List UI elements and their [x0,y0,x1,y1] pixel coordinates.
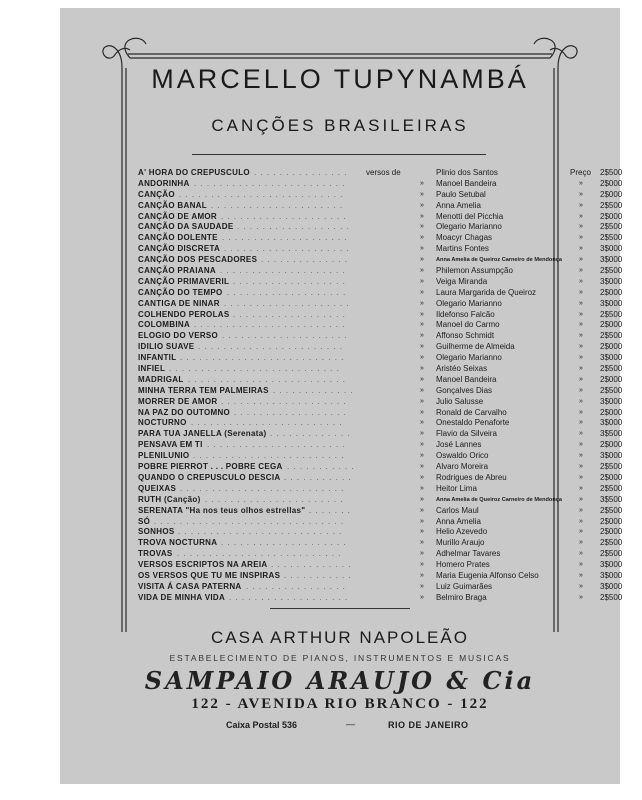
ditto-mark: » [579,190,583,198]
ditto-mark: » [420,234,424,242]
song-author: Moacyr Chagas [436,233,493,243]
song-author: Maria Eugenia Alfonso Celso [436,570,539,580]
ditto-mark: » [579,212,583,220]
leader-dots: . . . . . . . . . . . . . . . . . . . . . . . . [193,451,345,461]
ditto-mark: » [420,310,424,318]
song-author: Veiga Miranda [436,276,488,286]
leader-dots: . . . . . . . . . . . . . . . . . . . [229,592,349,602]
song-author: Laura Margarida de Queiroz [436,287,537,297]
song-price: 2$000 [600,342,623,352]
ditto-mark: » [420,299,424,307]
song-title: VISITA Á CASA PATERNA [138,581,242,591]
song-row [138,549,623,560]
leader-dots: . . . . . . . . . . . . . . . . . . [233,276,346,286]
song-row [138,418,623,429]
leader-dots: . . . . . . . . . . . . . . . . . . . . [224,244,350,254]
ditto-mark: » [579,245,583,253]
song-price: 2$500 [600,200,623,210]
leader-dots: . . . . . . . . . . . . . . . . . . . . [221,538,347,548]
versos-label: versos de [366,168,401,177]
song-price: 3$000 [600,451,623,461]
song-row [138,527,623,538]
ditto-mark: » [420,386,424,394]
ditto-mark: » [420,419,424,427]
song-title: TROVA NOCTURNA [138,538,218,548]
divider-rule-top [192,154,486,155]
song-row [138,451,623,462]
preco-label: Preço [570,168,591,177]
song-price: 3$000 [600,581,623,591]
song-title: CANÇÃO PRAIANA [138,266,216,276]
ditto-mark: » [579,321,583,329]
song-row [138,287,623,299]
ditto-mark: » [579,539,583,547]
song-price: 2$500 [600,309,623,319]
song-price: 2$000 [600,407,623,417]
ditto-mark: » [579,452,583,460]
song-title: PLENILUNIO [138,451,190,461]
song-title: MADRIGAL [138,374,184,384]
postal-box: Caixa Postal 536 [226,720,298,730]
divider-rule-bottom [270,608,410,609]
song-price: 3$000 [600,255,623,265]
song-price: 2$000 [600,516,623,526]
song-price: 2$000 [600,189,623,199]
song-author: Plinio dos Santos [436,168,498,177]
ditto-mark: » [579,288,583,296]
ditto-mark: » [420,256,424,264]
song-author: Anna Amelia de Queiroz Carneiro de Mendonça [436,257,562,264]
song-row [138,298,623,310]
leader-dots: . . . . . . . . . . . . . . . . . . . . . . . . . . [178,527,343,537]
song-price: 3$000 [600,353,623,363]
song-price: 2$500 [600,549,623,559]
ditto-mark: » [579,473,583,481]
song-price: 3$000 [600,298,623,308]
song-author: Carlos Maul [436,505,479,515]
leader-dots: . . . . . . . . . . . . . . . . . . . . . . . . . . [180,483,345,493]
song-row [138,494,623,506]
song-title: CANÇÃO DOS PESCADORES [138,255,258,265]
ditto-mark: » [420,430,424,438]
song-author: Manoel do Carmo [436,320,500,330]
publisher-name: CASA ARTHUR NAPOLEÃO [211,628,469,647]
ditto-mark: » [579,179,583,187]
ditto-mark: » [579,343,583,351]
song-row [138,516,623,528]
song-price: 2$500 [600,233,623,243]
song-author: Olegario Marianno [436,222,502,232]
song-row [138,581,623,593]
song-author: Homero Prates [436,560,490,570]
song-title: RUTH (Canção) [138,494,201,504]
song-row [138,538,623,549]
song-author: Philemon Assumpção [436,266,513,276]
song-row [138,222,623,233]
song-author: Murillo Araujo [436,538,485,548]
ditto-mark: » [420,354,424,362]
song-title: PENSAVA EM TI [138,440,203,450]
leader-dots: . . . . . . . . . . . . . . . . . . [233,309,346,319]
composer-title: MARCELLO TUPYNAMBÁ [151,64,529,94]
ditto-mark: » [579,310,583,318]
song-row [138,364,623,375]
song-title: CANÇÃO DO TEMPO [138,287,223,297]
ditto-mark: » [579,277,583,285]
song-title: CANÇÃO DA SAUDADE [138,222,234,232]
song-price: 2$000 [600,374,623,384]
leader-dots: . . . . . . . [309,505,351,515]
song-author: Anna Amelia de Queiroz Carneiro de Mendonça [436,496,562,503]
ditto-mark: » [420,408,424,416]
song-price: 2$000 [600,178,623,188]
ditto-mark: » [420,561,424,569]
song-title: SONHOS [138,527,175,537]
publisher-address: 122 - AVENIDA RIO BRANCO - 122 [191,696,489,712]
ditto-mark: » [579,408,583,416]
song-author: Manoel Bandeira [436,178,497,188]
leader-dots: . . . . . . . . . . . . . . . [254,168,348,177]
ditto-mark: » [579,484,583,492]
song-row [138,560,623,571]
song-title: QUEIXAS [138,483,177,493]
leader-dots: . . . . . . . . . . . . . . . . . . . . . . . . [191,418,343,428]
song-author: Anna Amelia [436,516,481,526]
ditto-mark: » [420,593,424,601]
ditto-mark: » [420,343,424,351]
song-title: ANDORINHA [138,178,190,188]
leader-dots: . . . . . . . . . . . . . . . . [246,581,346,591]
ditto-mark: » [420,517,424,525]
song-title: POBRE PIERROT . . . POBRE CEGA [138,462,283,472]
song-author: Menotti del Picchia [436,211,504,221]
song-author: Julio Salusse [436,396,484,406]
publisher-description: ESTABELECIMENTO DE PIANOS, INSTRUMENTOS E MUSICAS [169,653,511,663]
song-row [138,168,623,179]
song-author: Flavio da Silveira [436,429,497,439]
ditto-mark: » [420,212,424,220]
song-row [138,233,623,244]
leader-dots: . . . . . . . . . . . . . . . . . . . . . . [205,494,344,504]
song-author: Manoel Bandeira [436,374,497,384]
song-title: NOCTURNO [138,418,187,428]
song-row [138,592,623,604]
ditto-mark: » [420,277,424,285]
ditto-mark: » [579,299,583,307]
leader-dots: . . . . . . . . . . . . . . . . . . . . [224,298,350,308]
leader-dots: . . . . . . . . . . . . . . . . . . . . . . . . . . [179,189,344,199]
leader-dots: . . . . . . . . . . . . . [271,560,352,570]
ditto-mark: » [420,179,424,187]
song-row [138,462,623,473]
ditto-mark: » [579,528,583,536]
song-title: CANÇÃO PRIMAVERIL [138,276,230,286]
ditto-mark: » [579,267,583,275]
song-author: Martins Fontes [436,244,489,254]
publisher-firm: SAMPAIO ARAUJO & Cia [144,666,536,695]
song-author: Gonçalves Dias [436,385,493,395]
song-author: Ronald de Carvalho [436,407,507,417]
song-author: Affonso Schmidt [436,331,495,341]
leader-dots: . . . . . . . . . . . . . . . . . . . . . . . . [194,178,346,188]
song-title: ELOGIO DO VERSO [138,331,219,341]
song-title: CANTIGA DE NINAR [138,298,220,308]
song-price: 3$000 [600,570,623,580]
song-title: VERSOS ESCRIPTOS NA AREIA [138,560,268,570]
song-title: CANÇÃO BANAL [138,200,207,210]
ditto-mark: » [420,528,424,536]
song-author: Ildefonso Falcão [436,309,495,319]
song-author: Onestaldo Penaforte [436,418,510,428]
song-author: Anna Amelia [436,200,481,210]
ditto-mark: » [420,571,424,579]
ditto-mark: » [579,256,583,264]
song-row [138,255,623,266]
ditto-mark: » [420,452,424,460]
song-title: IDILIO SUAVE [138,342,195,352]
ditto-mark: » [579,441,583,449]
leader-dots: . . . . . . . . . . . . . . . . . . . . . [211,200,344,210]
song-row [138,211,623,223]
ditto-mark: » [420,539,424,547]
song-author: Olegario Marianno [436,298,502,308]
song-author: Aristéo Seixas [436,364,488,374]
song-price: 2$000 [600,527,623,537]
song-price: 2$000 [600,472,623,482]
song-price: 2$500 [600,364,623,374]
song-row [138,353,623,364]
song-author: Paulo Setubal [436,189,486,199]
ditto-mark: » [420,245,424,253]
ditto-mark: » [420,484,424,492]
ditto-mark: » [420,506,424,514]
song-author: Oswaldo Orico [436,451,489,461]
song-title: INFANTIL [138,353,177,363]
leader-dots: . . . . . . . . . . . . . . . . . . . . [222,331,348,341]
ditto-mark: » [579,397,583,405]
song-author: Guilherme de Almeida [436,342,515,352]
ditto-mark: » [579,201,583,209]
song-title: CANÇÃO [138,189,175,199]
song-row [138,200,623,212]
song-row [138,570,623,582]
leader-dots: . . . . . . . . . . . . . [270,429,351,439]
ditto-mark: » [579,506,583,514]
leader-dots: . . . . . . . . . . . . . . [261,255,349,265]
song-title: COLOMBINA [138,320,191,330]
ditto-mark: » [420,288,424,296]
song-title: SÓ [138,516,151,526]
song-author: Luiz Guimarães [436,581,493,591]
ditto-mark: » [579,234,583,242]
collection-subtitle: CANÇÕES BRASILEIRAS [211,116,469,135]
song-price: 2$000 [600,440,623,450]
song-price: 3$000 [600,244,623,254]
song-row [138,505,623,517]
song-row [138,266,623,277]
song-title: A' HORA DO CREPUSCULO [138,168,250,177]
ditto-mark: » [579,561,583,569]
ditto-mark: » [420,321,424,329]
song-price: 3$000 [600,396,623,406]
song-author: Heitor Lima [436,483,477,493]
song-row [138,374,623,386]
song-price: 3$000 [600,276,623,286]
ditto-mark: » [420,223,424,231]
leader-dots: . . . . . . . . . . . . . . . . . . . . . . [207,440,346,450]
song-title: CANÇÃO DISCRETA [138,244,221,254]
ditto-mark: » [579,375,583,383]
song-row [138,244,623,255]
leader-dots: . . . . . . . . . . . [284,472,352,482]
sheet-music-cover [60,8,623,784]
ditto-mark: » [579,495,583,503]
ditto-mark: » [579,550,583,558]
ditto-mark: » [579,223,583,231]
leader-dots: . . . . . . . . . . . . . . . . . . . . . . . [198,342,344,352]
song-price: 2$500 [600,483,623,493]
song-row [138,320,623,331]
leader-dots: . . . . . . . . . . . [284,570,352,580]
song-price: 2$000 [600,287,623,297]
ditto-mark: » [420,365,424,373]
song-row [138,396,623,408]
song-price: 2$500 [600,592,623,602]
song-title: CANÇÃO DOLENTE [138,233,218,243]
song-title: SERENATA "Ha nos teus olhos estrellas" [138,505,306,515]
song-row [138,309,623,321]
song-author: José Lannes [436,440,482,450]
leader-dots: . . . . . . . . . . . . . . . . . . . . . . . . . [188,374,346,384]
song-price: 2$500 [600,462,623,472]
song-row [138,407,623,419]
song-price: 2$500 [600,168,623,177]
leader-dots: . . . . . . . . . . . . . . . . . . . . . . . . [194,320,346,330]
ditto-mark: » [420,375,424,383]
ditto-mark: » [579,332,583,340]
ditto-mark: » [579,365,583,373]
song-price: 2$500 [600,505,623,515]
ditto-mark: » [579,386,583,394]
song-price: 3$500 [600,494,623,504]
ditto-mark: » [579,593,583,601]
song-title: OS VERSOS QUE TU ME INSPIRAS [138,570,281,580]
ditto-mark: » [420,397,424,405]
ditto-mark: » [579,419,583,427]
song-price: 2$500 [600,222,623,232]
song-author: Olegario Marianno [436,353,502,363]
leader-dots: . . . . . . . . . . . . . [273,385,354,395]
leader-dots: . . . . . . . . . . . [287,462,355,472]
song-title: QUANDO O CREPUSCULO DESCIA [138,472,281,482]
song-list [138,168,623,604]
song-title: PARA TUA JANELLA (Serenata) [138,429,267,439]
song-price: 3$000 [600,560,623,570]
ditto-mark: » [420,190,424,198]
leader-dots: . . . . . . . . . . . . . . . . . . . . . . . . . . [177,549,342,559]
song-row [138,178,623,190]
song-title: CANÇÃO DE AMOR [138,211,218,221]
ditto-mark: » [579,571,583,579]
leader-dots: . . . . . . . . . . . . . . . . . . . . . . . . . . [180,353,345,363]
ditto-mark: » [579,463,583,471]
song-price: 2$500 [600,385,623,395]
song-title: NA PAZ DO OUTOMNO [138,407,231,417]
song-author: Helio Azevedo [436,527,488,537]
song-title: TROVAS [138,549,173,559]
footer-dash: — [346,719,355,729]
song-row [138,385,623,397]
leader-dots: . . . . . . . . . . . . . . . . . . . . [220,266,346,276]
song-title: INFIEL [138,364,166,374]
ditto-mark: » [420,441,424,449]
song-title: VIDA DE MINHA VIDA [138,592,226,602]
song-price: 2$500 [600,538,623,548]
ditto-mark: » [579,517,583,525]
ditto-mark: » [420,463,424,471]
ditto-mark: » [420,267,424,275]
song-price: 2$000 [600,320,623,330]
song-price: 2$500 [600,266,623,276]
leader-dots: . . . . . . . . . . . . . . . . . . . [227,287,347,297]
song-title: MORRER DE AMOR [138,396,218,406]
song-price: 2$500 [600,331,623,341]
ditto-mark: » [420,332,424,340]
song-author: Alvaro Moreira [436,462,489,472]
song-title: MINHA TERRA TEM PALMEIRAS [138,385,269,395]
song-author: Adhelmar Tavares [436,549,501,559]
song-row [138,189,623,201]
song-row [138,483,623,495]
publisher-city: RIO DE JANEIRO [388,720,469,730]
song-row [138,472,623,484]
song-price: 2$000 [600,211,623,221]
song-row [138,429,623,440]
leader-dots: . . . . . . . . . . . . . . . . . . [234,407,347,417]
leader-dots: . . . . . . . . . . . . . . . . . . . . [222,233,348,243]
leader-dots: . . . . . . . . . . . . . . . . . . . . . . . . . . . . . . [154,516,345,526]
leader-dots: . . . . . . . . . . . . . . . . . . . . [221,396,347,406]
ditto-mark: » [579,354,583,362]
leader-dots: . . . . . . . . . . . . . . . . . . . . . . . . . . . [169,364,340,374]
song-author: Belmiro Braga [436,592,487,602]
ditto-mark: » [420,550,424,558]
leader-dots: . . . . . . . . . . . . . . . . . . . . [221,211,347,221]
song-row [138,276,623,288]
song-row [138,342,623,353]
ditto-mark: » [420,582,424,590]
ditto-mark: » [420,201,424,209]
song-title: COLHENDO PEROLAS [138,309,230,319]
song-author: Rodrigues de Abreu [436,472,507,482]
ditto-mark: » [420,473,424,481]
song-price: 3$000 [600,418,623,428]
ditto-mark: » [579,430,583,438]
leader-dots: . . . . . . . . . . . . . . . . . . [237,222,350,232]
song-price: 3$500 [600,429,623,439]
ditto-mark: » [579,582,583,590]
ditto-mark: » [420,495,424,503]
song-row [138,331,623,342]
song-row [138,440,623,451]
